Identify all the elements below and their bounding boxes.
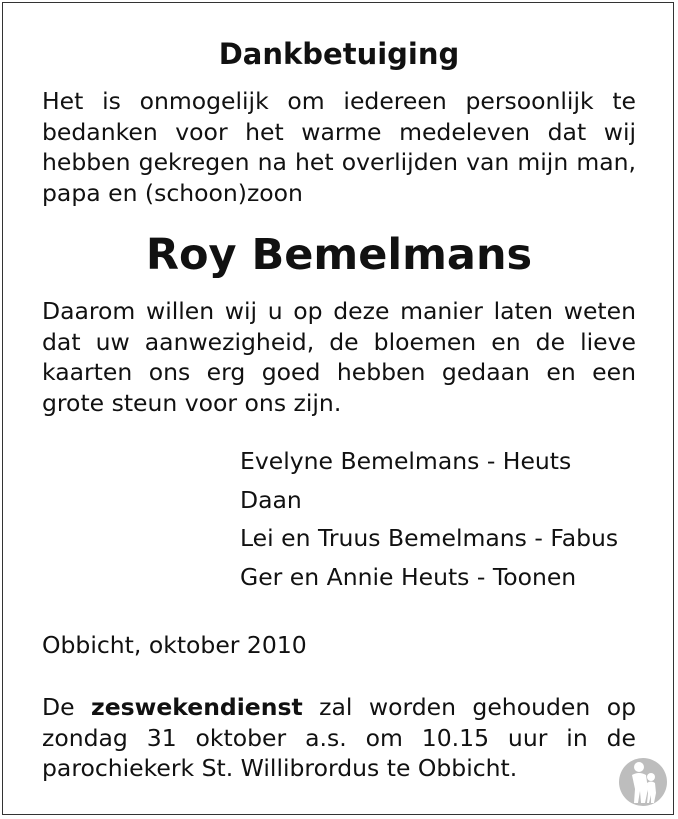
service-term: zeswekendienst — [91, 693, 303, 721]
intro-paragraph: Het is onmogelijk om iedereen persoonlijk te bedanken voor het warme medeleven dat wij hebben gekregen na het overlijden van mijn man, papa en (schoon)zoon — [42, 87, 636, 207]
signer-item: Ger en Annie Heuts - Toonen — [240, 562, 577, 591]
deceased-name: Roy Bemelmans — [145, 230, 533, 280]
message-paragraph: Daarom willen wij u op deze manier laten weten dat uw aanwezigheid, de bloemen en de lieve kaarten ons erg goed hebben gedaan en een grote steun voor ons zijn. — [42, 297, 636, 417]
signers-list — [240, 442, 618, 596]
signer-item: Evelyne Bemelmans - Heuts — [240, 447, 572, 475]
signer-item: Daan — [240, 485, 302, 514]
place-date: Obbicht, oktober 2010 — [42, 631, 307, 659]
notice-title: Dankbetuiging — [218, 37, 460, 71]
service-prefix: De — [42, 693, 92, 721]
service-paragraph — [42, 692, 636, 784]
service-text: zal worden gehouden op zondag 31 oktober a.s. om 10.15 uur in de parochiekerk St. Willibrordus te Obbicht. — [42, 693, 636, 782]
mourning-figures-icon — [618, 755, 668, 809]
signer-item: Lei en Truus Bemelmans - Fabus — [240, 524, 619, 552]
